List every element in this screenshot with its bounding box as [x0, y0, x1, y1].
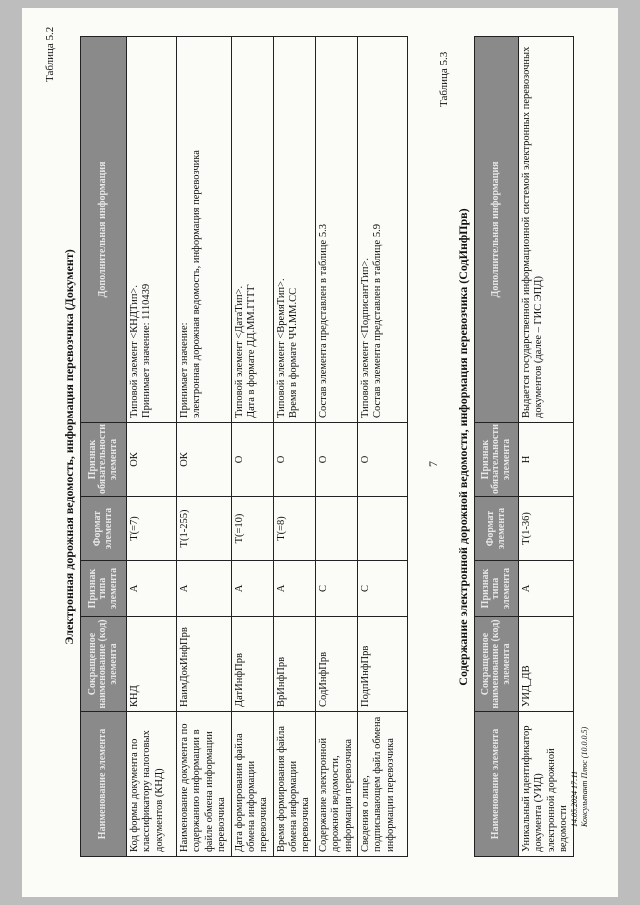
row-info-line: Типовой элемент <ДатаТип>.: [233, 285, 245, 418]
table-5-3-header-row: [475, 37, 519, 857]
row-format: Т(=8): [273, 497, 315, 561]
row-req: О: [231, 423, 273, 497]
row-code: ПодпИнфПрв: [357, 617, 407, 712]
t53-header-format: Формат элемента: [475, 497, 519, 561]
row-req: ОК: [127, 423, 177, 497]
row-req: О: [315, 423, 357, 497]
row-code: НаимДокИнфПрв: [177, 617, 232, 712]
row-info: [519, 37, 574, 423]
table-5-2-title: Электронная дорожная ведомость, информация перевозчика (Документ): [62, 249, 76, 645]
row-code: ВрИнфПрв: [273, 617, 315, 712]
t52-header-name: Наименование элемента: [81, 712, 127, 857]
t53-header-type: Признак типа элемента: [475, 561, 519, 617]
row-type: А: [127, 561, 177, 617]
rotated-content: [22, 8, 618, 897]
row-name: Наименование документа по содержанию информации в файле обмена информации перевозчика: [177, 712, 232, 857]
row-name: Код формы документа по классификатору налоговых документов (КНД): [127, 712, 177, 857]
table-row: [273, 37, 315, 857]
row-format: Т(=7): [127, 497, 177, 561]
row-info-line: Дата в формате ДД.ММ.ГГГГ: [245, 284, 257, 418]
row-type: С: [357, 561, 407, 617]
row-code: ДатИнфПрв: [231, 617, 273, 712]
row-req: Н: [519, 423, 574, 497]
table-5-3: [474, 36, 574, 857]
row-info: [127, 37, 177, 423]
t52-header-format: Формат элемента: [81, 497, 127, 561]
row-format: Т(1-36): [519, 497, 574, 561]
row-req: О: [273, 423, 315, 497]
t52-header-req: Признак обязательности элемента: [81, 423, 127, 497]
row-type: А: [231, 561, 273, 617]
t53-header-code: Сокращенное наименование (код) элемента: [475, 617, 519, 712]
row-code: УИД_ДВ: [519, 617, 574, 712]
row-info-line: Время в формате ЧЧ.ММ.СС: [288, 287, 299, 418]
row-code: КНД: [127, 617, 177, 712]
row-info-line: Выдается государственной информационной системой электронных перевозочных документов (далее – ГИС ЭПД): [521, 46, 545, 418]
row-req: ОК: [177, 423, 232, 497]
row-info: [177, 37, 232, 423]
row-info-line: Состав элемента представлен в таблице 5.3: [317, 224, 329, 418]
row-info-line: электронная дорожная ведомость, информация перевозчика: [191, 150, 203, 418]
t52-header-code: Сокращенное наименование (код) элемента: [81, 617, 127, 712]
row-req: О: [357, 423, 407, 497]
row-type: А: [177, 561, 232, 617]
row-info-line: Принимает значение: 1110439: [141, 283, 153, 418]
row-info: [231, 37, 273, 423]
row-type: А: [519, 561, 574, 617]
row-info-line: Типовой элемент <ПодписантТип>.: [359, 257, 371, 418]
row-info-line: Типовой элемент <КНДТип>.: [129, 285, 140, 418]
row-format: Т(=10): [231, 497, 273, 561]
row-info-line: Типовой элемент <ВремяТип>.: [275, 278, 287, 418]
row-name: Содержание электронной дорожной ведомости, информация перевозчика: [315, 712, 357, 857]
table-5-2-header-row: [81, 37, 127, 857]
row-format: [315, 497, 357, 561]
t53-header-info: Дополнительная информация: [475, 37, 519, 423]
table-row: [315, 37, 357, 857]
table-row: [357, 37, 407, 857]
row-name: Дата формирования файла обмена информации перевозчика: [231, 712, 273, 857]
row-info-line: Принимает значение:: [179, 322, 190, 418]
table-row: [519, 37, 574, 857]
row-name: Уникальный идентификатор документа (УИД) электронной дорожной ведомости: [519, 712, 574, 857]
stamp-date: 14.05.2024 17:11: [570, 770, 579, 827]
row-info: [357, 37, 407, 423]
row-code: СодИнфПрв: [315, 617, 357, 712]
t52-header-type: Признак типа элемента: [81, 561, 127, 617]
table-row: [177, 37, 232, 857]
table-row: [127, 37, 177, 857]
t52-header-info: Дополнительная информация: [81, 37, 127, 423]
row-info: [315, 37, 357, 423]
table-row: [231, 37, 273, 857]
table-5-3-title: Содержание электронной дорожной ведомости, информация перевозчика (СодИнфПрв): [456, 208, 470, 686]
table-5-3-label: Таблица 5.3: [438, 51, 450, 107]
t53-header-req: Признак обязательности элемента: [475, 423, 519, 497]
table-5-2: [80, 36, 408, 857]
row-type: А: [273, 561, 315, 617]
table-5-2-label: Таблица 5.2: [44, 26, 56, 82]
document-page: [22, 8, 618, 897]
row-info-line: Состав элемента представлен в таблице 5.9: [372, 224, 384, 418]
page-number: 7: [426, 461, 440, 467]
row-info: [273, 37, 315, 423]
row-name: Время формирования файла обмена информации перевозчика: [273, 712, 315, 857]
stamp-source: Консультант Плюс (10.0.0.5): [579, 726, 589, 827]
row-format: [357, 497, 407, 561]
row-name: Сведения о лице, подписывающем файл обмена информации перевозчика: [357, 712, 407, 857]
row-type: С: [315, 561, 357, 617]
t53-header-name: Наименование элемента: [475, 712, 519, 857]
consultant-stamp: [570, 727, 589, 827]
row-format: Т(1-255): [177, 497, 232, 561]
